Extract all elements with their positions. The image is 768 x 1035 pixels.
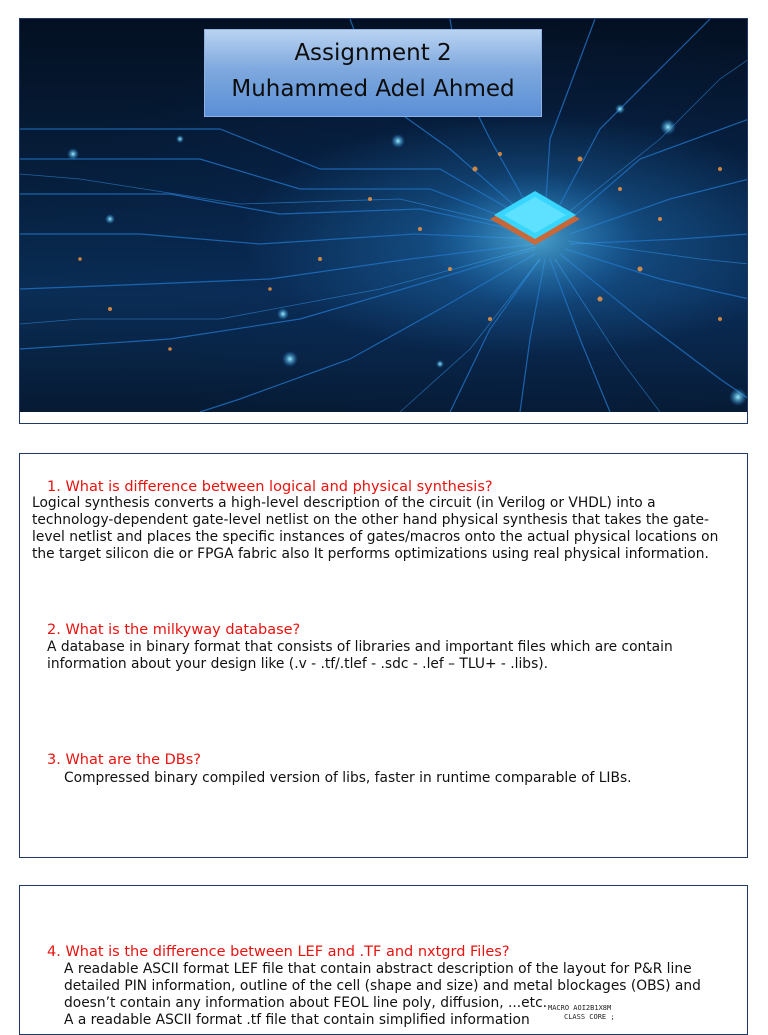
- answer-4-tf: A a readable ASCII format .tf file that contain simplified information: [64, 1012, 530, 1028]
- question-4: 4. What is the difference between LEF and .TF and nxtgrd Files?: [47, 944, 510, 960]
- answer-1: Logical synthesis converts a high-level description of the circuit (in Verilog or VHDL) into a technology-dependent gate-level netlist on the other hand physical synthesis that takes the gate-level netlist and places the specific instances of gates/macros onto the actual physical locations on the target silicon die or FPGA fabric also It performs optimizations using real physical information.: [32, 495, 719, 562]
- question-1: 1. What is difference between logical and physical synthesis?: [47, 479, 493, 495]
- questions-slide-2: [19, 885, 748, 1035]
- question-2: 2. What is the milkyway database?: [47, 622, 301, 638]
- code-line: CLASS CORE ;: [564, 1013, 615, 1021]
- answer-3: Compressed binary compiled version of libs, faster in runtime comparable of LIBs.: [64, 770, 632, 786]
- lef-code-thumbnail: [548, 1004, 648, 1035]
- answer-2: A database in binary format that consists of libraries and important files which are contain information about your design like (.v - .tf/.tlef - .sdc - .lef – TLU+ - .libs).: [47, 639, 673, 672]
- blue-bokeh: [67, 104, 747, 406]
- circuit-board-image: [20, 19, 747, 412]
- assignment-title: Assignment 2: [294, 40, 452, 66]
- title-box: [204, 29, 542, 117]
- title-slide: [19, 18, 748, 424]
- answer-4-lef: A readable ASCII format LEF file that contain abstract description of the layout for P&R line detailed PIN information, outline of the cell (shape and size) and metal blockages (OBS) and doesn’t contain any information about FEOL line poly, diffusion, ...etc.: [64, 961, 701, 1011]
- author-name: Muhammed Adel Ahmed: [231, 76, 515, 102]
- questions-slide-1: [19, 453, 748, 858]
- code-line: MACRO AOI2B1X8M: [548, 1004, 612, 1012]
- question-3: 3. What are the DBs?: [47, 752, 201, 768]
